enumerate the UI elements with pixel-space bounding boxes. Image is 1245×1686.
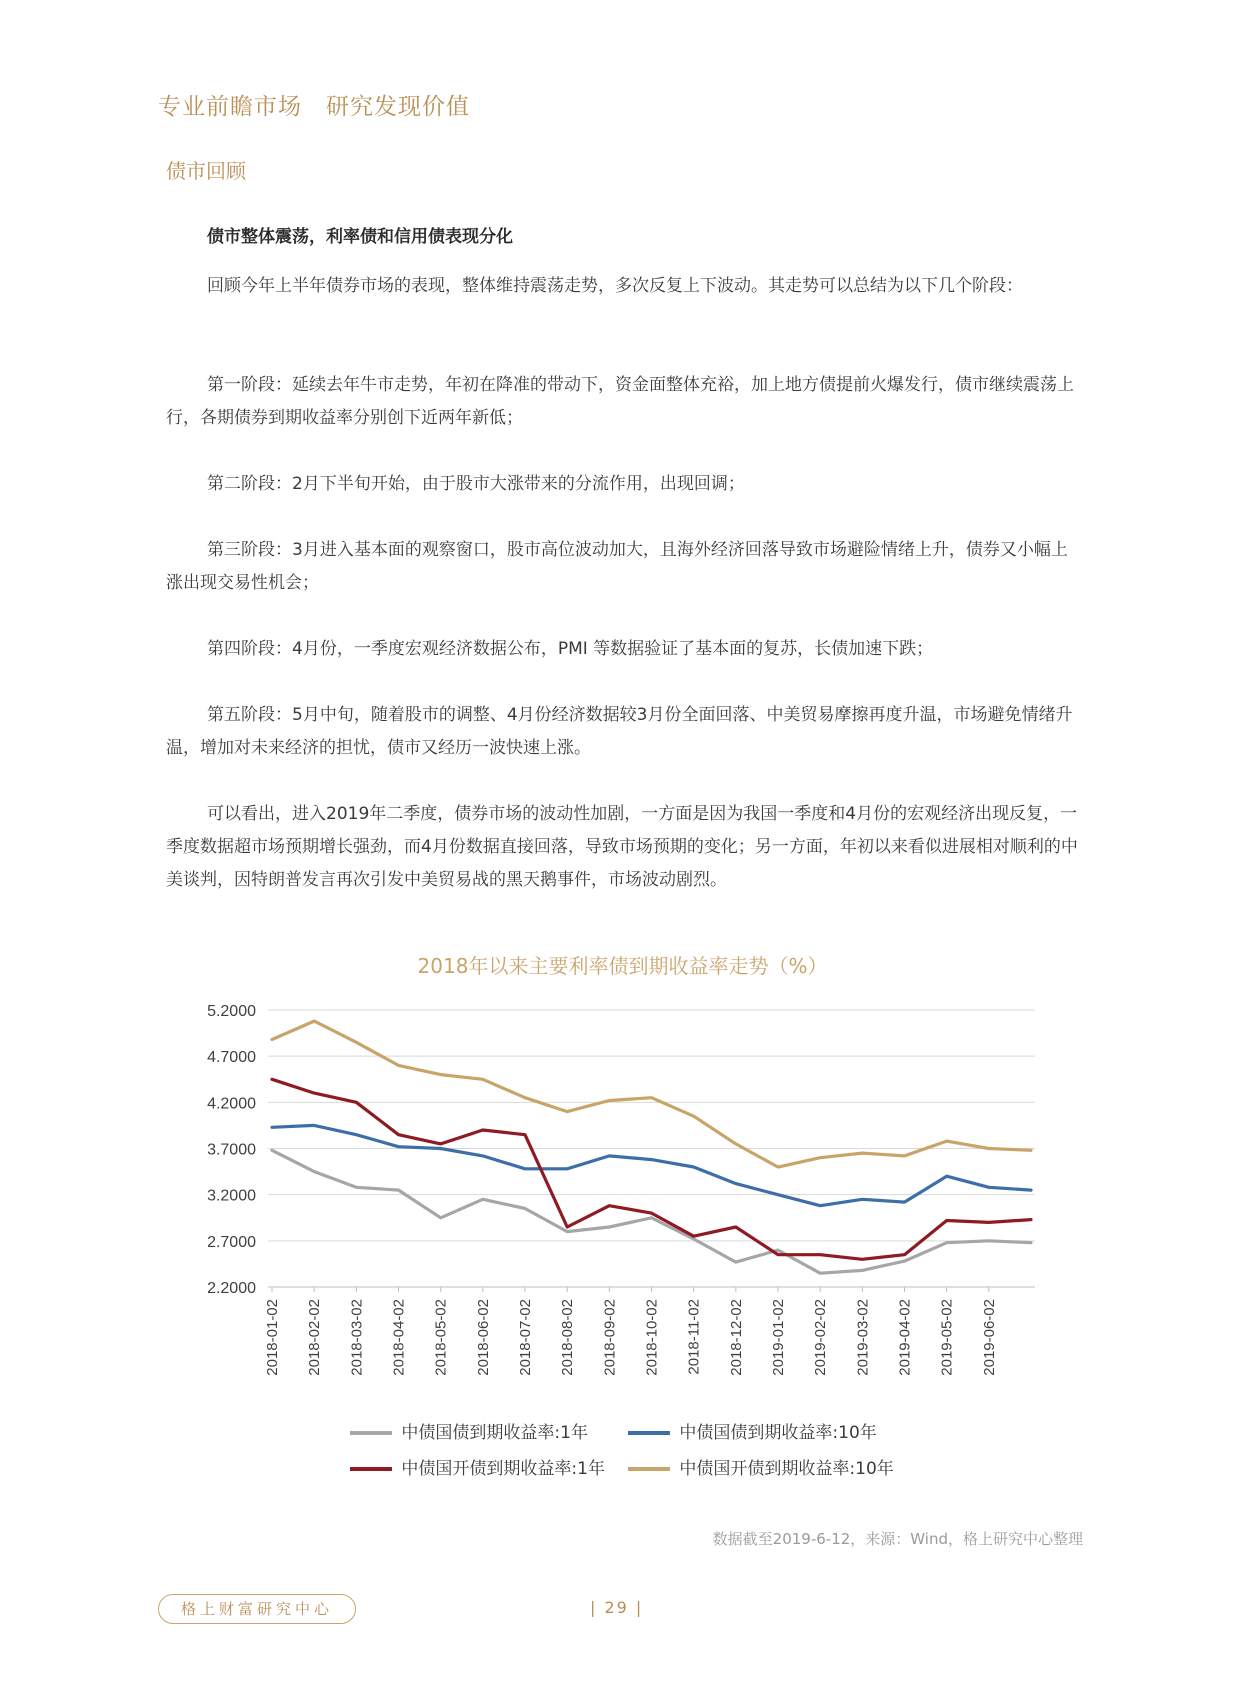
series-line-3 bbox=[272, 1021, 1031, 1167]
legend-item-cdb-10y bbox=[628, 1454, 894, 1479]
legend-label: 中债国开债到期收益率:1年 bbox=[401, 1459, 605, 1479]
x-tick-label: 2018-11-02 bbox=[685, 1299, 703, 1375]
section-title: 债市回顾 bbox=[166, 159, 246, 183]
y-tick-label: 3.7000 bbox=[207, 1141, 256, 1159]
x-tick-label: 2018-12-02 bbox=[727, 1299, 745, 1376]
paragraph-stage-2: 第二阶段：2月下半旬开始，由于股市大涨带来的分流作用，出现回调； bbox=[207, 474, 745, 494]
legend-swatch bbox=[350, 1467, 392, 1471]
y-tick-label: 2.7000 bbox=[207, 1233, 256, 1251]
x-tick-label: 2019-03-02 bbox=[854, 1299, 872, 1376]
chart-title: 2018年以来主要利率债到期收益率走势（%） bbox=[417, 954, 828, 978]
page-number: | 29 | bbox=[590, 1598, 644, 1617]
legend-label: 中债国开债到期收益率:10年 bbox=[679, 1459, 894, 1479]
paragraph-stage-1: 第一阶段：延续去年牛市走势，年初在降准的带动下，资金面整体充裕，加上地方债提前火爆发行，债市继续震荡上行，各期债券到期收益率分别创下近两年新低； bbox=[166, 375, 1074, 428]
legend-item-cgb-10y bbox=[628, 1418, 877, 1443]
paragraph-intro: 回顾今年上半年债券市场的表现，整体维持震荡走势，多次反复上下波动。其走势可以总结为以下几个阶段： bbox=[207, 276, 1023, 296]
x-tick-label: 2018-07-02 bbox=[517, 1299, 534, 1376]
x-tick-label: 2018-10-02 bbox=[643, 1299, 661, 1376]
x-tick-label: 2019-02-02 bbox=[812, 1299, 830, 1376]
x-tick-label: 2018-08-02 bbox=[559, 1299, 577, 1376]
legend-swatch bbox=[350, 1431, 392, 1435]
legend-item-cgb-1y bbox=[350, 1418, 588, 1443]
x-tick-label: 2019-06-02 bbox=[980, 1299, 998, 1376]
x-tick-label: 2018-05-02 bbox=[432, 1299, 450, 1376]
y-axis-ticks bbox=[207, 1003, 256, 1297]
data-source-note: 数据截至2019-6-12，来源：Wind，格上研究中心整理 bbox=[712, 1530, 1083, 1548]
x-tick-label: 2018-03-02 bbox=[348, 1299, 366, 1376]
legend-swatch bbox=[628, 1467, 670, 1471]
chart-series bbox=[272, 1021, 1031, 1273]
x-tick-label: 2018-04-02 bbox=[390, 1299, 408, 1376]
paragraph-summary: 可以看出，进入2019年二季度，债券市场的波动性加剧，一方面是因为我国一季度和4月份的宏观经济出现反复，一季度数据超市场预期增长强劲，而4月份数据直接回落，导致市场预期的变化；另一方面，年初以来看似进展相对顺利的中美谈判，因特朗普发言再次引发中美贸易战的黑天鹅事件，市场波动剧烈。 bbox=[166, 804, 1078, 890]
legend-item-cdb-1y bbox=[350, 1454, 605, 1479]
x-axis-ticks bbox=[264, 1287, 998, 1376]
x-tick-label: 2018-02-02 bbox=[306, 1299, 324, 1376]
y-tick-label: 4.7000 bbox=[207, 1049, 256, 1067]
x-tick-label: 2018-06-02 bbox=[474, 1299, 492, 1376]
series-line-2 bbox=[272, 1079, 1031, 1259]
y-tick-label: 5.2000 bbox=[207, 1003, 256, 1020]
y-tick-label: 2.2000 bbox=[207, 1280, 256, 1297]
paragraph-stage-5: 第五阶段：5月中旬，随着股市的调整、4月份经济数据较3月份全面回落、中美贸易摩擦再度升温，市场避免情绪升温，增加对未来经济的担忧，债市又经历一波快速上涨。 bbox=[166, 705, 1073, 758]
y-tick-label: 3.2000 bbox=[207, 1187, 256, 1205]
article-subheading: 债市整体震荡，利率债和信用债表现分化 bbox=[207, 227, 513, 247]
x-tick-label: 2019-01-02 bbox=[770, 1299, 787, 1376]
x-tick-label: 2018-01-02 bbox=[264, 1299, 281, 1376]
legend-label: 中债国债到期收益率:10年 bbox=[679, 1423, 877, 1443]
x-tick-label: 2019-04-02 bbox=[896, 1299, 914, 1376]
legend-label: 中债国债到期收益率:1年 bbox=[401, 1423, 588, 1443]
paragraph-stage-3: 第三阶段：3月进入基本面的观察窗口，股市高位波动加大，且海外经济回落导致市场避险情绪上升，债券又小幅上涨出现交易性机会； bbox=[166, 540, 1068, 593]
chart-grid bbox=[268, 1010, 1035, 1287]
x-tick-label: 2019-05-02 bbox=[938, 1299, 956, 1376]
y-tick-label: 4.2000 bbox=[207, 1095, 256, 1113]
x-tick-label: 2018-09-02 bbox=[601, 1299, 619, 1376]
paragraph-stage-4: 第四阶段：4月份，一季度宏观经济数据公布，PMI 等数据验证了基本面的复苏，长债加速下跌； bbox=[207, 639, 934, 659]
series-line-1 bbox=[272, 1125, 1031, 1205]
footer-brand-badge: 格上财富研究中心 bbox=[158, 1594, 356, 1624]
legend-swatch bbox=[628, 1431, 670, 1435]
yield-line-chart bbox=[180, 990, 1060, 1410]
header-slogan: 专业前瞻市场 研究发现价值 bbox=[158, 94, 470, 120]
